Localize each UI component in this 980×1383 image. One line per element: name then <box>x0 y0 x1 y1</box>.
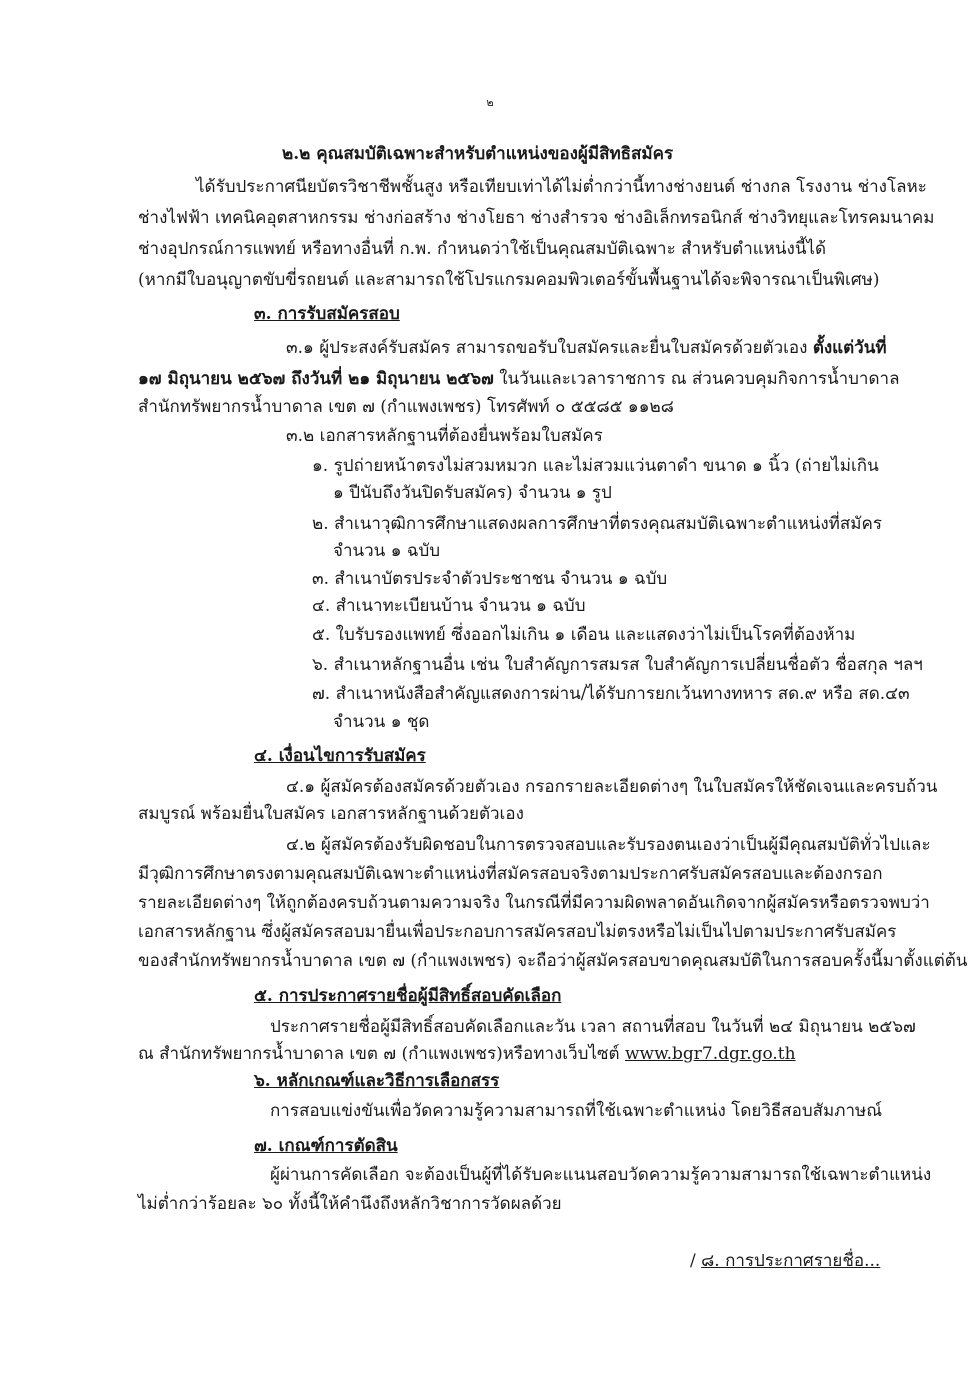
doc-item-7: ๗. สำเนาหนังสือสำคัญแสดงการผ่าน/ได้รับการยกเว้นทางทหาร สด.๙ หรือ สด.๔๓ <box>312 684 910 704</box>
sec7-line-1: ผู้ผ่านการคัดเลือก จะต้องเป็นผู้ที่ได้รับคะแนนสอบวัดความรู้ความสามารถใช้เฉพาะตำแหน่ง <box>270 1165 932 1185</box>
p31-line-1-text: ๓.๑ ผู้ประสงค์รับสมัคร สามารถขอรับใบสมัครและยื่นใบสมัครด้วยตัวเอง <box>286 338 813 358</box>
p42-line-3: รายละเอียดต่างๆ ให้ถูกต้องครบถ้วนตามความจริง ในกรณีที่มีความผิดพลาดอันเกิดจากผู้สมัครหรือตรวจพบว่า <box>138 893 930 913</box>
sec6-line-1: การสอบแข่งขันเพื่อวัดความรู้ความสามารถที่ใช้เฉพาะตำแหน่ง โดยวิธีสอบสัมภาษณ์ <box>270 1101 882 1121</box>
p42-line-5: ของสำนักทรัพยากรน้ำบาดาล เขต ๗ (กำแพงเพชร) จะถือว่าผู้สมัครสอบขาดคุณสมบัติในการสอบครั้งนี้มาตั้งแต่ต้น <box>138 951 968 971</box>
doc-item-5: ๕. ใบรับรองแพทย์ ซึ่งออกไม่เกิน ๑ เดือน และแสดงว่าไม่เป็นโรคที่ต้องห้าม <box>312 625 856 645</box>
doc-item-7-cont: จำนวน ๑ ชุด <box>333 712 430 732</box>
sec22-line-2: ช่างไฟฟ้า เทคนิคอุตสาหกรรม ช่างก่อสร้าง ช่างโยธา ช่างสำรวจ ช่างอิเล็กทรอนิกส์ ช่างวิทยุและโทรคมนาคม <box>138 208 935 228</box>
section-6-heading: ๖. หลักเกณฑ์และวิธีการเลือกสรร <box>254 1071 500 1091</box>
p32-heading: ๓.๒ เอกสารหลักฐานที่ต้องยื่นพร้อมใบสมัคร <box>286 426 603 446</box>
p42-line-2: มีวุฒิการศึกษาตรงตามคุณสมบัติเฉพาะตำแหน่งที่สมัครสอบจริงตามประกาศรับสมัครสอบและต้องกรอก <box>138 864 883 884</box>
doc-item-4: ๔. สำเนาทะเบียนบ้าน จำนวน ๑ ฉบับ <box>312 596 586 616</box>
sec5-line-1: ประกาศรายชื่อผู้มีสิทธิ์สอบคัดเลือกและวัน เวลา สถานที่สอบ ในวันที่ ๒๔ มิถุนายน ๒๕๖๗ <box>270 1017 916 1037</box>
section-5-heading: ๕. การประกาศรายชื่อผู้มีสิทธิ์สอบคัดเลือก <box>254 986 562 1006</box>
p42-line-4: เอกสารหลักฐาน ซึ่งผู้สมัครสอบมายื่นเพื่อประกอบการสมัครสอบไม่ตรงหรือไม่เป็นไปตามประกาศรับสมัคร <box>138 922 897 942</box>
section-4-heading: ๔. เงื่อนไขการรับสมัคร <box>254 746 426 766</box>
sec5-line-2 <box>138 1043 796 1065</box>
p42-line-1: ๔.๒ ผู้สมัครต้องรับผิดชอบในการตรวจสอบและรับรองตนเองว่าเป็นผู้มีคุณสมบัติทั่วไปและ <box>286 835 931 855</box>
p31-date-range: ๑๗ มิถุนายน ๒๕๖๗ ถึงวันที่ ๒๑ มิถุนายน ๒๕๖๗ <box>138 369 494 389</box>
section-3-heading: ๓. การรับสมัครสอบ <box>254 304 400 324</box>
p31-line-1 <box>286 337 887 359</box>
p31-line-2-text: ในวันและเวลาราชการ ณ ส่วนควบคุมกิจการน้ำบาดาล <box>493 369 900 389</box>
p41-line-1: ๔.๑ ผู้สมัครต้องสมัครด้วยตัวเอง กรอกรายละเอียดต่างๆ ในใบสมัครให้ชัดเจนและครบถ้วน <box>286 777 938 797</box>
p31-date-start: ตั้งแต่วันที่ <box>812 338 887 358</box>
doc-item-2-cont: จำนวน ๑ ฉบับ <box>333 541 441 561</box>
doc-item-6: ๖. สำเนาหลักฐานอื่น เช่น ใบสำคัญการสมรส ใบสำคัญการเปลี่ยนชื่อตัว ชื่อสกุล ฯลฯ <box>312 655 923 675</box>
doc-item-2: ๒. สำเนาวุฒิการศึกษาแสดงผลการศึกษาที่ตรงคุณสมบัติเฉพาะตำแหน่งที่สมัคร <box>312 514 882 534</box>
doc-item-1-cont: ๑ ปีนับถึงวันปิดรับสมัคร) จำนวน ๑ รูป <box>333 483 612 503</box>
section-7-heading: ๗. เกณฑ์การตัดสิน <box>254 1136 398 1156</box>
doc-item-3: ๓. สำเนาบัตรประจำตัวประชาชน จำนวน ๑ ฉบับ <box>312 569 668 589</box>
sec7-line-2: ไม่ต่ำกว่าร้อยละ ๖๐ ทั้งนี้ให้คำนึงถึงหลักวิชาการวัดผลด้วย <box>138 1194 562 1214</box>
continuation-next-section: ๘. การประกาศรายชื่อ... <box>701 1251 881 1271</box>
p31-line-3: สำนักทรัพยากรน้ำบาดาล เขต ๗ (กำแพงเพชร) โทรศัพท์ ๐ ๕๕๘๕ ๑๑๒๘ <box>138 397 674 417</box>
p31-line-2 <box>138 368 900 390</box>
continuation-note <box>690 1250 880 1272</box>
p41-line-2: สมบูรณ์ พร้อมยื่นใบสมัคร เอกสารหลักฐานด้วยตัวเอง <box>138 804 524 824</box>
website-link[interactable]: www.bgr7.dgr.go.th <box>625 1044 796 1064</box>
sec22-line-3: ช่างอุปกรณ์การแพทย์ หรือทางอื่นที่ ก.พ. กำหนดว่าใช้เป็นคุณสมบัติเฉพาะ สำหรับตำแหน่งนี้ได้ <box>138 239 827 259</box>
sec22-line-1: ได้รับประกาศนียบัตรวิชาชีพชั้นสูง หรือเทียบเท่าได้ไม่ต่ำกว่านี้ทางช่างยนต์ ช่างกล โรงงาน ช่างโลหะ <box>196 177 927 197</box>
continuation-slash: / <box>690 1251 702 1271</box>
section-2-2-heading: ๒.๒ คุณสมบัติเฉพาะสำหรับตำแหน่งของผู้มีสิทธิสมัคร <box>282 144 674 164</box>
page-number: ๒ <box>486 96 494 109</box>
sec5-line-2-text: ณ สำนักทรัพยากรน้ำบาดาล เขต ๗ (กำแพงเพชร)หรือทางเว็บไซต์ <box>138 1044 625 1064</box>
sec22-line-4: (หากมีใบอนุญาตขับขี่รถยนต์ และสามารถใช้โปรแกรมคอมพิวเตอร์ขั้นพื้นฐานได้จะพิจารณาเป็นพิเศษ) <box>138 270 880 290</box>
doc-item-1: ๑. รูปถ่ายหน้าตรงไม่สวมหมวก และไม่สวมแว่นตาดำ ขนาด ๑ นิ้ว (ถ่ายไม่เกิน <box>312 456 879 476</box>
